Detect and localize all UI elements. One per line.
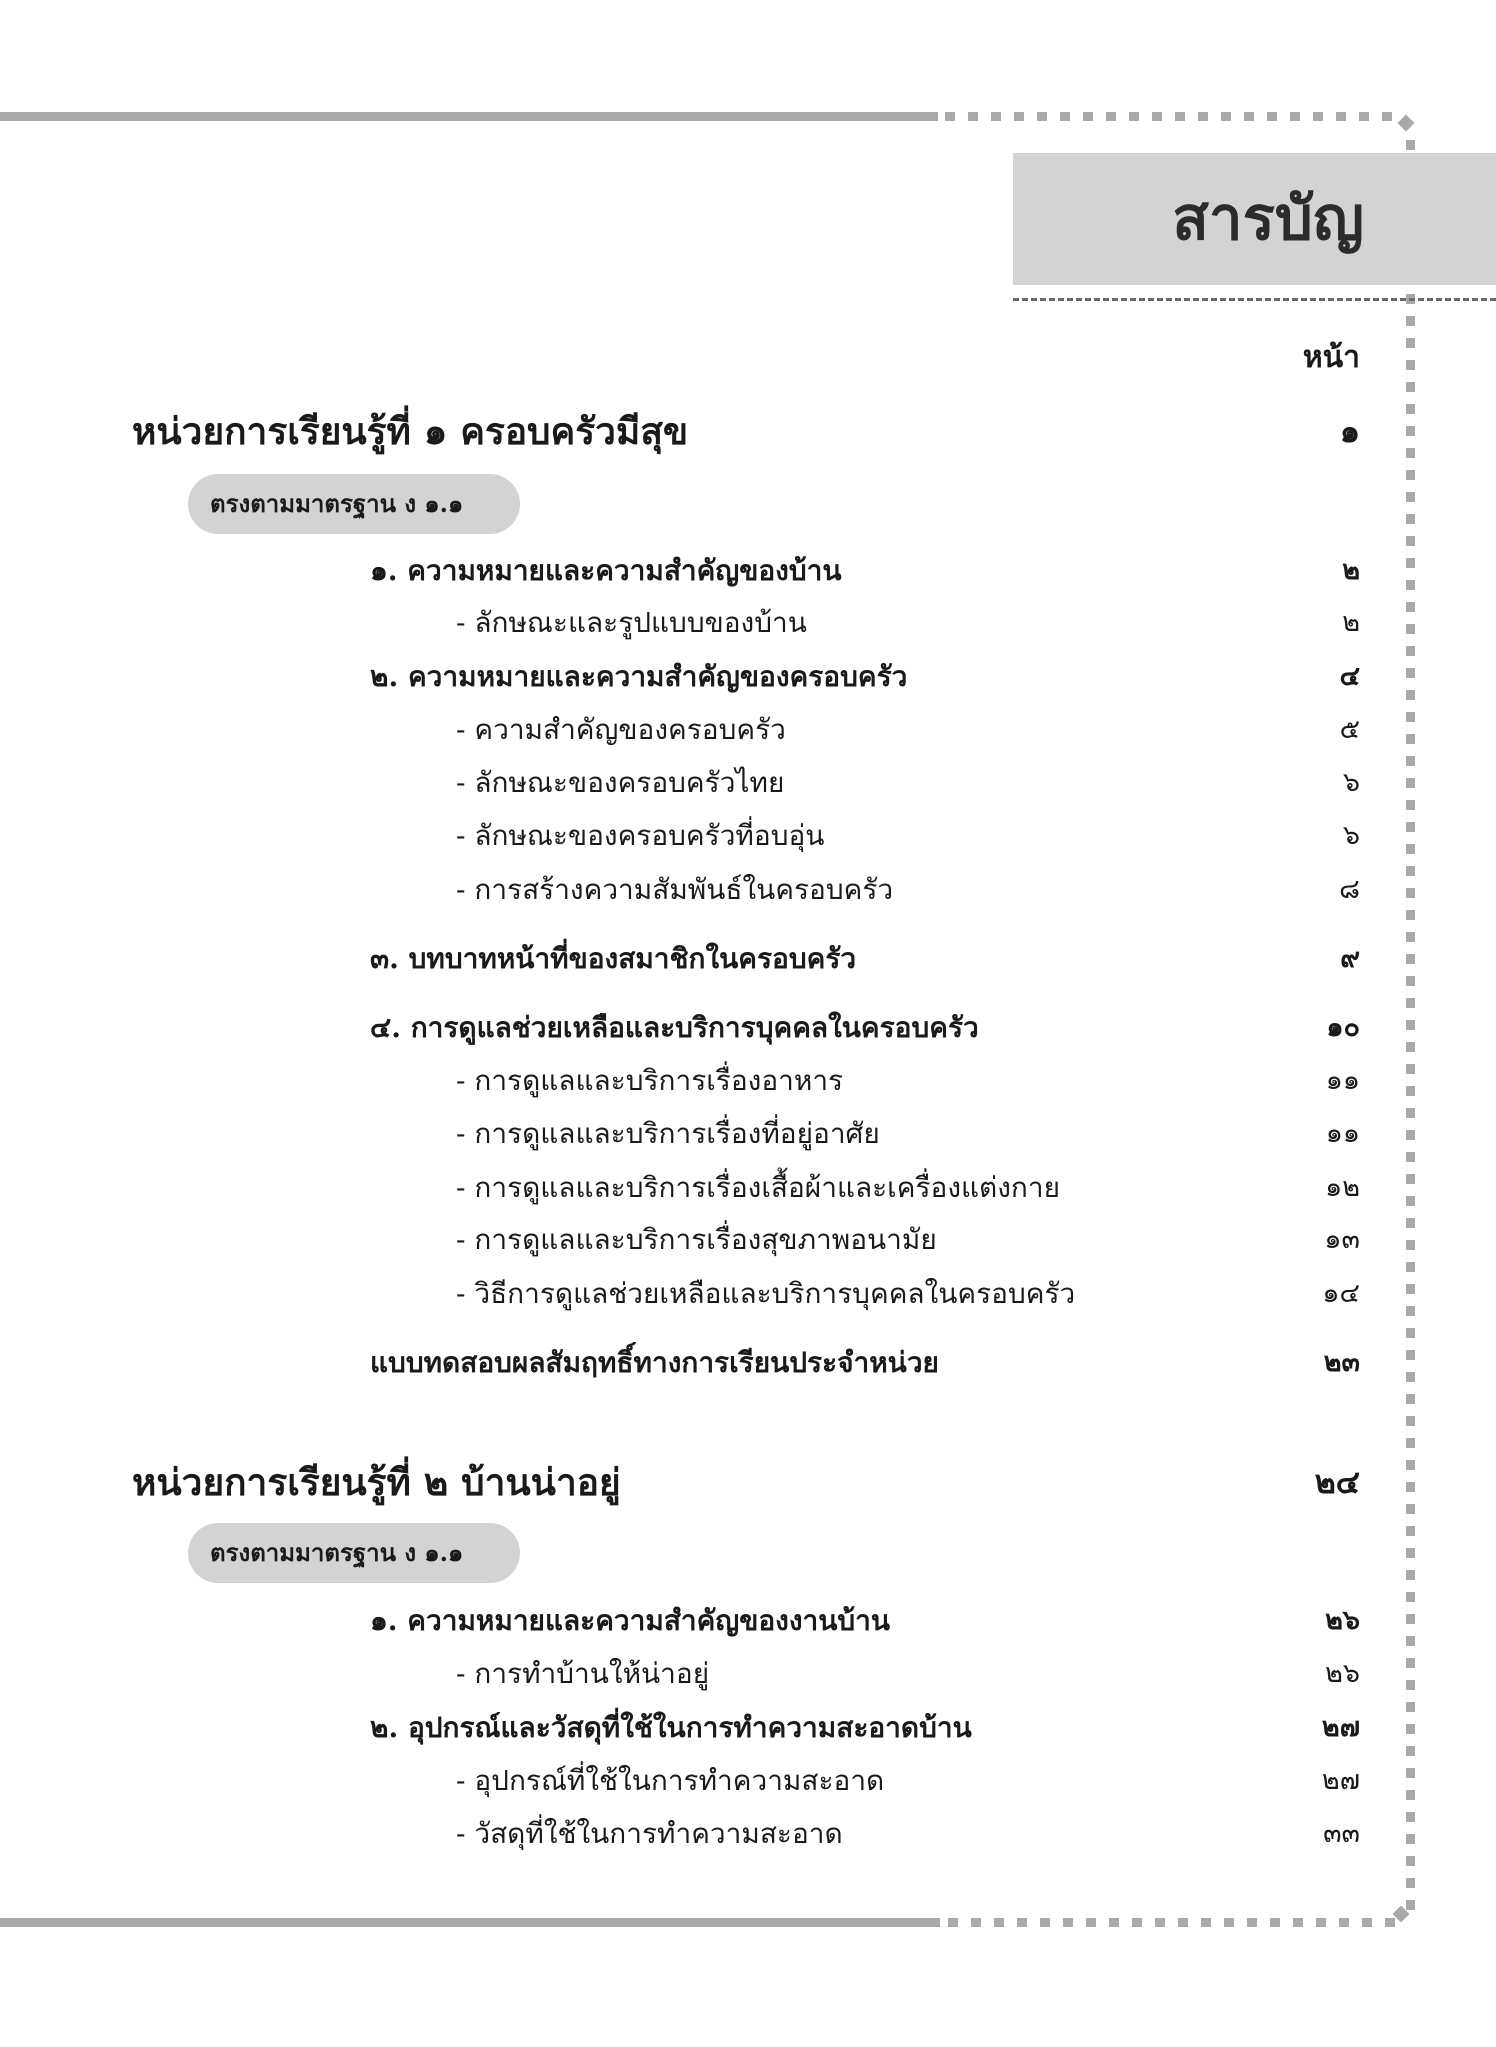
toc-entry <box>0 1755 1496 1807</box>
entry-text: แบบทดสอบผลสัมฤทธิ์ทางการเรียนประจำหน่วย <box>370 1346 939 1379</box>
entry-page: ๓๓ <box>1323 1818 1360 1849</box>
entry-text: - ลักษณะและรูปแบบของบ้าน <box>456 606 807 639</box>
entry-text: - การดูแลและบริการเรื่องอาหาร <box>456 1064 844 1097</box>
page-title: สารบัญ <box>1172 184 1364 254</box>
entry-text: - การทำบ้านให้น่าอยู่ <box>456 1657 710 1690</box>
entry-page: ๑๔ <box>1322 1278 1360 1309</box>
toc-entry <box>0 1162 1496 1214</box>
title-box <box>1013 153 1496 285</box>
top-border-solid <box>0 112 938 121</box>
entry-page: ๒ <box>1342 555 1360 586</box>
entry-text: - อุปกรณ์ที่ใช้ในการทำความสะอาด <box>456 1764 885 1797</box>
toc-entry <box>0 651 1496 703</box>
unit-page: ๒๔ <box>1314 1463 1360 1501</box>
toc-entry <box>0 704 1496 756</box>
toc-entry <box>0 1702 1496 1754</box>
entry-text: - ลักษณะของครอบครัวที่อบอุ่น <box>456 819 825 852</box>
entry-text: - การสร้างความสัมพันธ์ในครอบครัว <box>456 873 894 906</box>
top-corner-diamond <box>1398 115 1415 132</box>
entry-page: ๒๓ <box>1323 1347 1360 1378</box>
top-border-dotted <box>945 112 1400 121</box>
entry-text: ๑. ความหมายและความสำคัญของงานบ้าน <box>370 1604 891 1637</box>
entry-page: ๑๑ <box>1325 1065 1360 1096</box>
page-column-heading: หน้า <box>1302 340 1360 375</box>
entry-text: - วิธีการดูแลช่วยเหลือและบริการบุคคลในครอบครัว <box>456 1277 1076 1310</box>
standard-badge <box>188 474 520 534</box>
standard-label: ตรงตามมาตรฐาน ง ๑.๑ <box>210 1538 464 1567</box>
entry-page: ๒ <box>1342 607 1360 638</box>
entry-text: ๑. ความหมายและความสำคัญของบ้าน <box>370 554 842 587</box>
bottom-border-dotted <box>948 1918 1400 1927</box>
toc-entry <box>0 597 1496 649</box>
entry-text: - การดูแลและบริการเรื่องที่อยู่อาศัย <box>456 1117 880 1150</box>
toc-entry <box>0 757 1496 809</box>
entry-text: ๔. การดูแลช่วยเหลือและบริการบุคคลในครอบครัว <box>370 1011 979 1044</box>
unit-title: หน่วยการเรียนรู้ที่ ๑ ครอบครัวมีสุข <box>132 409 689 453</box>
entry-page: ๒๗ <box>1321 1712 1360 1743</box>
entry-page: ๔ <box>1339 661 1360 692</box>
entry-text: - ความสำคัญของครอบครัว <box>456 713 786 746</box>
entry-text: - การดูแลและบริการเรื่องเสื้อผ้าและเครื่องแต่งกาย <box>456 1171 1060 1204</box>
toc-entry <box>0 1055 1496 1107</box>
standard-badge <box>188 1523 520 1583</box>
entry-text: - การดูแลและบริการเรื่องสุขภาพอนามัย <box>456 1223 937 1256</box>
unit-heading <box>0 405 1496 457</box>
title-underline <box>1013 298 1496 301</box>
entry-text: - วัสดุที่ใช้ในการทำความสะอาด <box>456 1817 843 1850</box>
entry-page: ๕ <box>1339 714 1360 745</box>
toc-entry <box>0 1648 1496 1700</box>
entry-page: ๑๑ <box>1325 1118 1360 1149</box>
entry-page: ๒๗ <box>1321 1765 1360 1796</box>
toc-entry <box>0 1595 1496 1647</box>
toc-entry <box>0 864 1496 916</box>
toc-entry <box>0 1002 1496 1054</box>
entry-page: ๑๐ <box>1326 1012 1360 1043</box>
unit-heading <box>0 1456 1496 1508</box>
entry-text: ๒. ความหมายและความสำคัญของครอบครัว <box>370 660 908 693</box>
entry-text: ๓. บทบาทหน้าที่ของสมาชิกในครอบครัว <box>370 942 857 975</box>
toc-entry <box>0 545 1496 597</box>
entry-page: ๙ <box>1340 943 1360 974</box>
toc-entry <box>0 1108 1496 1160</box>
unit-title: หน่วยการเรียนรู้ที่ ๒ บ้านน่าอยู่ <box>132 1460 621 1504</box>
entry-page: ๒๖ <box>1325 1658 1360 1689</box>
entry-text: ๒. อุปกรณ์และวัสดุที่ใช้ในการทำความสะอาดบ้าน <box>370 1711 972 1744</box>
entry-page: ๘ <box>1339 874 1360 905</box>
entry-page: ๖ <box>1342 820 1360 851</box>
entry-page: ๖ <box>1342 767 1360 798</box>
entry-page: ๑๓ <box>1324 1224 1360 1255</box>
toc-entry <box>0 1268 1496 1320</box>
entry-text: - ลักษณะของครอบครัวไทย <box>456 766 785 799</box>
standard-label: ตรงตามมาตรฐาน ง ๑.๑ <box>210 489 464 518</box>
entry-page: ๑๒ <box>1325 1172 1360 1203</box>
toc-entry <box>0 1337 1496 1389</box>
toc-entry <box>0 933 1496 985</box>
toc-entry <box>0 810 1496 862</box>
toc-entry <box>0 1808 1496 1860</box>
bottom-border-solid <box>0 1918 940 1927</box>
toc-entry <box>0 1214 1496 1266</box>
entry-page: ๒๖ <box>1325 1605 1360 1636</box>
unit-page: ๑ <box>1339 412 1360 450</box>
